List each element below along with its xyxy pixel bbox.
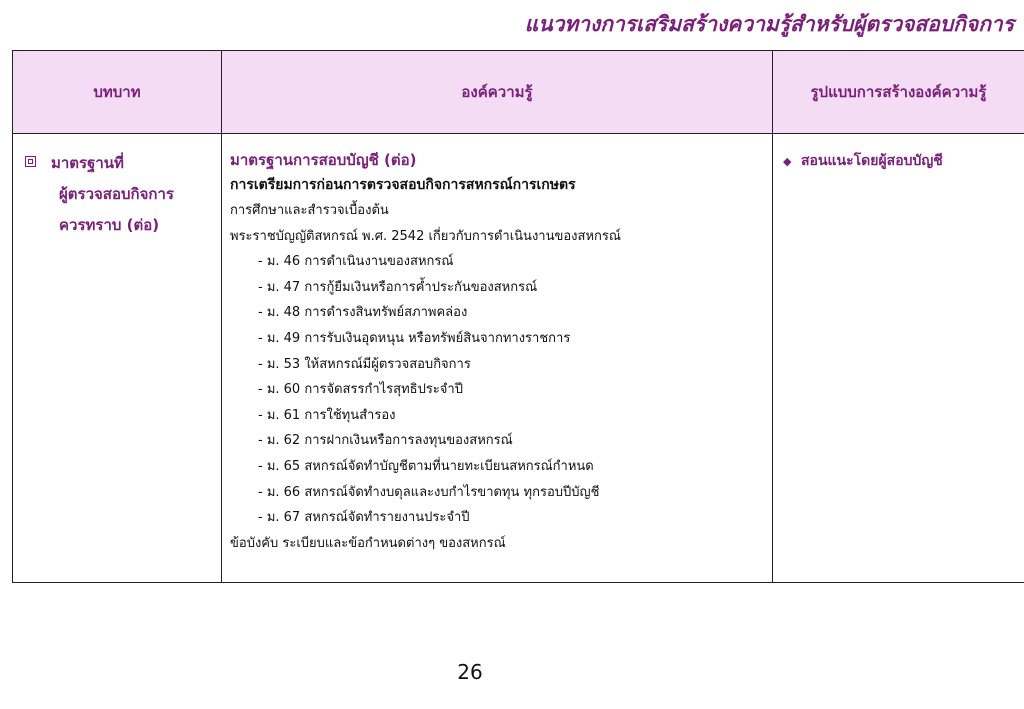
- diamond-bullet-icon: ◆: [783, 155, 792, 168]
- section-item: - ม. 46 การดำเนินงานของสหกรณ์: [258, 254, 454, 270]
- intro-line: พระราชบัญญัติสหกรณ์ พ.ศ. 2542 เกี่ยวกับการดำเนินงานของสหกรณ์: [230, 228, 621, 244]
- section-item: - ม. 67 สหกรณ์จัดทำรายงานประจำปี: [258, 510, 470, 526]
- square-bullet-icon: [25, 156, 36, 167]
- page-title: แนวทางการเสริมสร้างความรู้สำหรับผู้ตรวจสอบกิจการ: [524, 12, 1014, 36]
- section-item: - ม. 53 ให้สหกรณ์มีผู้ตรวจสอบกิจการ: [258, 356, 471, 372]
- section-item: - ม. 47 การกู้ยืมเงินหรือการค้ำประกันของสหกรณ์: [258, 279, 538, 295]
- table-row: [13, 134, 1024, 583]
- role-cell: [13, 134, 222, 583]
- section-item: - ม. 49 การรับเงินอุดหนุน หรือทรัพย์สินจากทางราชการ: [258, 330, 571, 346]
- section-item: - ม. 48 การดำรงสินทรัพย์สภาพคล่อง: [258, 305, 468, 321]
- format-item: สอนแนะโดยผู้สอบบัญชี: [801, 153, 943, 169]
- page-number: 26: [457, 660, 483, 684]
- section-item: - ม. 66 สหกรณ์จัดทำงบดุลและงบกำไรขาดทุน ทุกรอบปีบัญชี: [258, 484, 600, 500]
- role-line: มาตรฐานที่: [51, 154, 124, 172]
- role-line: ควรทราบ (ต่อ): [59, 216, 160, 234]
- knowledge-cell: [222, 134, 773, 583]
- column-header-knowledge: องค์ความรู้: [222, 51, 773, 134]
- intro-line: การศึกษาและสำรวจเบื้องต้น: [230, 203, 389, 218]
- table-header-row: [13, 51, 1024, 134]
- format-cell: [773, 134, 1024, 583]
- column-header-format: รูปแบบการสร้างองค์ความรู้: [773, 51, 1024, 134]
- standard-title: มาตรฐานการสอบบัญชี (ต่อ): [230, 151, 417, 169]
- section-item: - ม. 61 การใช้ทุนสำรอง: [258, 407, 396, 423]
- closing-line: ข้อบังคับ ระเบียบและข้อกำหนดต่างๆ ของสหกรณ์: [230, 535, 506, 551]
- column-header-role: บทบาท: [13, 51, 222, 134]
- role-line: ผู้ตรวจสอบกิจการ: [59, 185, 174, 203]
- prep-title: การเตรียมการก่อนการตรวจสอบกิจการสหกรณ์การเกษตร: [230, 177, 576, 193]
- section-item: - ม. 65 สหกรณ์จัดทำบัญชีตามที่นายทะเบียนสหกรณ์กำหนด: [258, 458, 594, 474]
- knowledge-table: [12, 50, 1024, 583]
- section-item: - ม. 62 การฝากเงินหรือการลงทุนของสหกรณ์: [258, 433, 513, 449]
- section-item: - ม. 60 การจัดสรรกำไรสุทธิประจำปี: [258, 382, 463, 398]
